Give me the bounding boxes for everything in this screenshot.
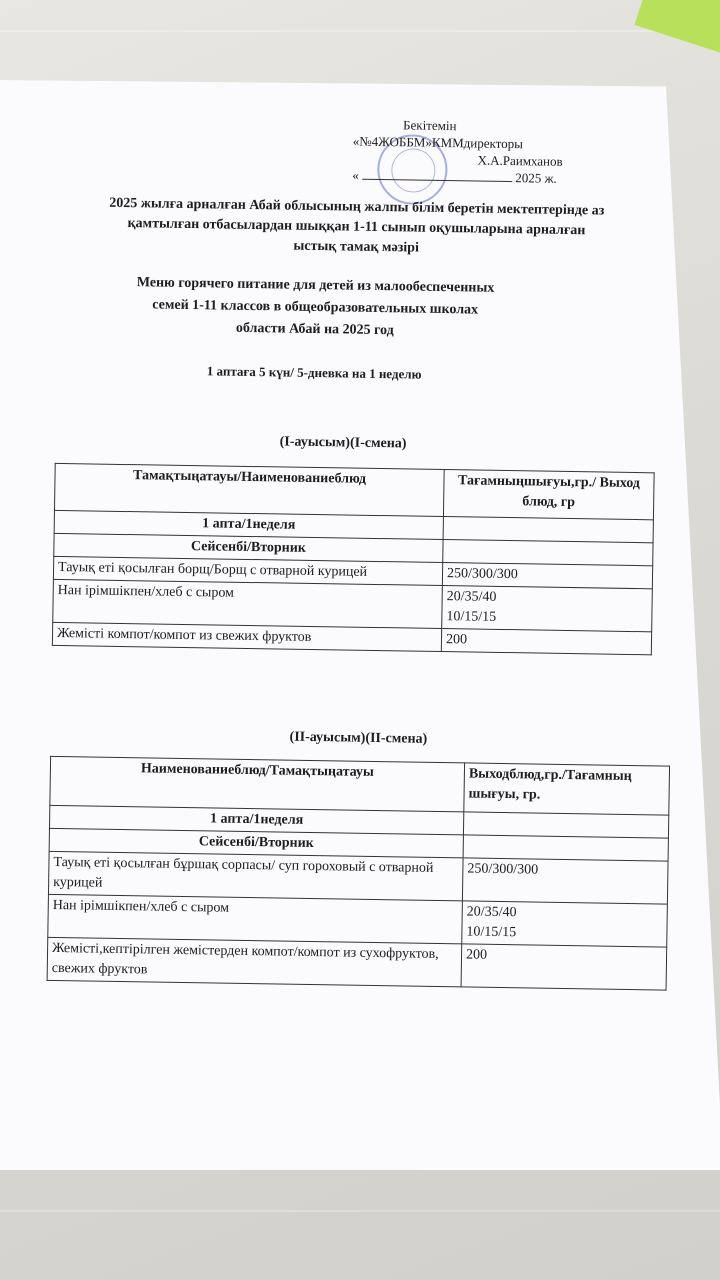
dish-name: Нан ірімшікпен/хлеб с сыром xyxy=(53,579,443,628)
dish-output: 200 xyxy=(461,944,667,990)
dish-name: Тауық еті қосылған бұршақ сорпасы/ суп гороховый с отварной курицей xyxy=(48,851,463,900)
dish-output-b: 10/15/15 xyxy=(446,609,497,625)
day-label: Сейсенбі/Вторник xyxy=(49,828,463,858)
column-header-dish: Наименованиеблюд/Тамақтыңатауы xyxy=(50,756,465,811)
column-header-output: Выходблюд,гр./Тағамның шығуы, гр. xyxy=(464,763,670,815)
approval-line-3: Х.А.Раимханов xyxy=(477,152,563,169)
dish-name: Жемісті компот/компот из свежих фруктов xyxy=(52,622,441,651)
shift-2-label: (ІІ-ауысым)(ІІ-смена) xyxy=(289,729,428,747)
empty-cell xyxy=(463,835,668,861)
title-ru-line-3: области Абай на 2025 год xyxy=(235,320,394,339)
dish-output: 250/300/300 xyxy=(462,858,668,904)
title-ru-line-1: Меню горячего питание для детей из малообеспеченных xyxy=(136,275,495,296)
empty-cell xyxy=(443,540,653,566)
shift-1-menu-table xyxy=(52,463,655,655)
approval-date: 2025 ж. xyxy=(515,170,557,186)
column-header-dish: Тамақтыңатауы/Наименованиеблюд xyxy=(54,463,444,516)
dish-output: 200 xyxy=(441,629,651,655)
day-label: Сейсенбі/Вторник xyxy=(54,533,443,562)
shift-2-menu-table xyxy=(47,756,670,991)
title-russian xyxy=(0,269,676,346)
title-kazakh xyxy=(0,192,717,263)
approval-line-2: «№4ЖОББМ»КММдиректоры xyxy=(352,133,524,152)
title-ru-line-2: семей 1-11 классов в общеобразовательных школах xyxy=(152,297,479,318)
dish-output-a: 20/35/40 xyxy=(446,589,497,605)
shift-1-label: (І-ауысым)(І-смена) xyxy=(279,434,407,452)
empty-cell xyxy=(443,517,653,543)
dish-name: Нан ірімшікпен/хлеб с сыром xyxy=(48,894,463,943)
title-kz-line-3: ыстық тамақ мәзірі xyxy=(293,238,420,256)
column-header-output: Тағамныңшығуы,гр./ Выход блюд, гр xyxy=(443,470,654,520)
dish-output-a: 20/35/40 xyxy=(466,904,517,921)
approval-line-1: Бекітемін xyxy=(402,117,457,134)
dish-output-b: 10/15/15 xyxy=(466,924,517,941)
week-info: 1 аптаға 5 күн/ 5-дневка на 1 неделю xyxy=(206,363,422,382)
title-kz-line-1: 2025 жылға арналған Абай облысының жалпы білім беретін мектептерінде аз xyxy=(109,195,605,219)
empty-cell xyxy=(463,812,668,838)
dish-name: Жемісті,кептірілген жемістерден компот/компот из сухофруктов, свежих фруктов xyxy=(47,937,462,986)
title-kz-line-2: қамтылған отбасылардан шыққан 1-11 сынып оқушыларына арналған xyxy=(127,216,586,239)
dish-output xyxy=(442,586,653,632)
dish-name: Тауық еті қосылған борщ/Борщ с отварной курицей xyxy=(53,556,442,585)
green-object-corner xyxy=(634,0,720,53)
approval-block xyxy=(352,116,563,187)
desk-line xyxy=(0,1210,720,1212)
table-row xyxy=(47,937,667,990)
week-label: 1 апта/1неделя xyxy=(49,805,463,835)
approval-date-open: « xyxy=(352,167,359,183)
week-label: 1 апта/1неделя xyxy=(54,510,443,539)
dish-output xyxy=(462,901,668,947)
dish-output: 250/300/300 xyxy=(442,563,652,589)
approval-line-4 xyxy=(352,167,562,187)
date-underline xyxy=(362,179,512,182)
desk-line xyxy=(0,30,720,32)
